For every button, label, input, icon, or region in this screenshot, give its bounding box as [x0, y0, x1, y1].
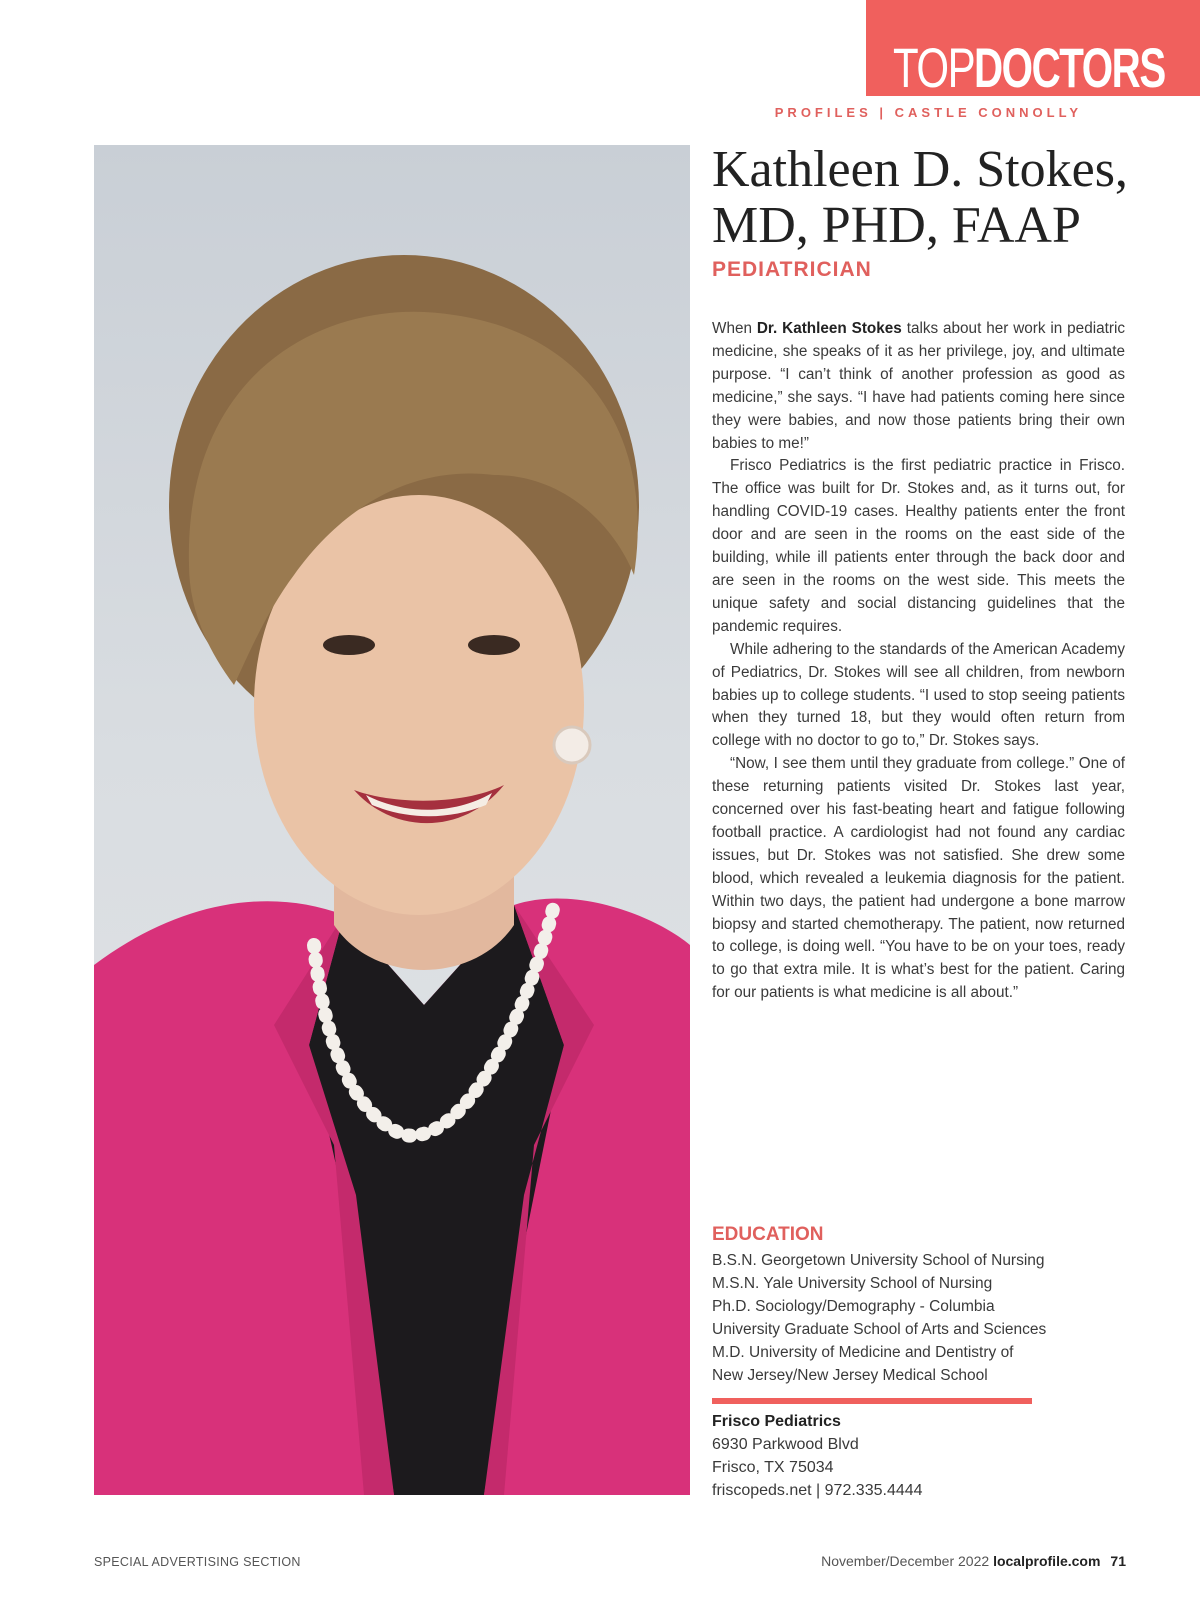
footer-issue: November/December 2022 — [821, 1553, 994, 1569]
article-paragraph-2: Frisco Pediatrics is the first pediatric practice in Frisco. The office was built for Dr. Stokes and, as it turns out, for handling COVID-19 cases. Healthy patients enter the front door and are seen in the rooms on the east side of the building, while ill patients enter through the back door and are seen in the rooms on the west side. This meets the unique safety and social distancing guidelines that the pandemic requires. — [712, 457, 1125, 635]
education-item: University Graduate School of Arts and Sciences — [712, 1321, 1047, 1338]
education-item: M.D. University of Medicine and Dentistry of — [712, 1344, 1014, 1361]
footer-site[interactable]: localprofile.com — [993, 1553, 1101, 1569]
footer-issue-info — [821, 1553, 1126, 1569]
education-item: M.S.N. Yale University School of Nursing — [712, 1275, 993, 1292]
education-item: Ph.D. Sociology/Demography - Columbia — [712, 1298, 995, 1315]
education-item: New Jersey/New Jersey Medical School — [712, 1367, 988, 1384]
practice-address-line2: Frisco, TX 75034 — [712, 1459, 834, 1476]
article-paragraph-3: While adhering to the standards of the American Academy of Pediatrics, Dr. Stokes will see all children, from newborn babies up to college students. “I used to stop seeing patients when they turned 18, but they would often return from college with no doctor to go to,” Dr. Stokes says. — [712, 640, 1125, 750]
section-tag: PROFILES | CASTLE CONNOLLY — [774, 105, 1082, 120]
article-paragraph-1 — [712, 318, 1125, 455]
intro-after: talks about her work in pediatric medicine, she speaks of it as her privilege, joy, and ultimate purpose. “I can’t think of another profession as good as medicine,” she says. “I have had patients coming here since they were babies, and now those patients bring their own babies to me!” — [712, 320, 1125, 452]
profile-article — [712, 318, 1125, 1005]
footer-section-label: SPECIAL ADVERTISING SECTION — [94, 1555, 301, 1569]
article-paragraph-4: “Now, I see them until they graduate from college.” One of these returning patients visited Dr. Stokes last year, concerned over his fast-beating heart and fatigue following football practice. A cardiologist had not found any cardiac issues, but Dr. Stokes was not satisfied. She drew some blood, which revealed a leukemia diagnosis for the patient. Within two days, the patient had undergone a bone marrow biopsy and started chemotherapy. The patient, now returned to college, is doing well. “You have to be on your toes, ready to go that extra mile. It is what’s best for the patient. Caring for our patients is what medicine is all about.” — [712, 755, 1125, 1002]
practice-address-line1: 6930 Parkwood Blvd — [712, 1436, 859, 1453]
education-heading: EDUCATION — [712, 1224, 824, 1245]
doctor-specialty: PEDIATRICIAN — [712, 258, 872, 281]
section-title-bold: DOCTORS — [974, 36, 1165, 99]
practice-info — [712, 1410, 923, 1502]
doctor-name-line2: MD, PHD, FAAP — [712, 197, 1081, 254]
education-list — [712, 1249, 1112, 1387]
doctor-name — [712, 142, 1152, 254]
doctor-portrait-photo — [94, 145, 690, 1495]
education-item: B.S.N. Georgetown University School of Nursing — [712, 1252, 1045, 1269]
doctor-name-line1: Kathleen D. Stokes, — [712, 141, 1128, 198]
practice-name: Frisco Pediatrics — [712, 1413, 841, 1430]
practice-contact[interactable]: friscopeds.net | 972.335.4444 — [712, 1482, 923, 1499]
portrait-illustration — [94, 145, 690, 1495]
section-divider — [712, 1398, 1032, 1404]
section-title — [866, 36, 1165, 99]
section-title-light: TOP — [893, 36, 975, 99]
intro-doctor-name: Dr. Kathleen Stokes — [756, 320, 902, 337]
page-number: 71 — [1110, 1553, 1126, 1569]
intro-before: When — [712, 320, 757, 337]
